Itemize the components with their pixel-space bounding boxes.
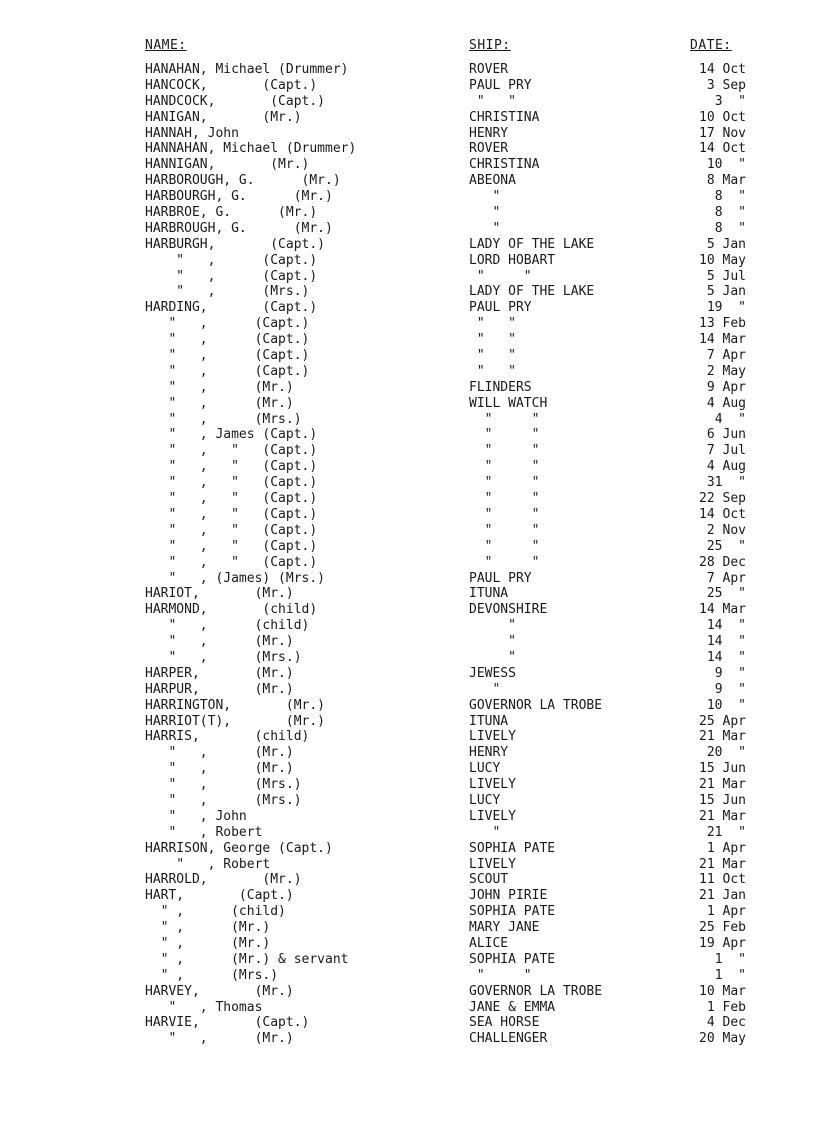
arrival-date: 21 Mar	[699, 729, 746, 745]
ship-name: " "	[469, 459, 540, 475]
passenger-name: HARBURGH, (Capt.)	[145, 236, 326, 252]
passenger-name: " , (Mr.)	[145, 761, 294, 777]
list-row	[0, 968, 816, 984]
passenger-name: " , (child)	[145, 618, 310, 634]
arrival-date: 20 "	[706, 745, 746, 761]
list-row	[0, 571, 816, 587]
ship-name: SOPHIA PATE	[469, 840, 556, 856]
passenger-name: HARBROE, G. (Mr.)	[145, 205, 318, 221]
passenger-name: HANDCOCK, (Capt.)	[145, 93, 326, 109]
list-row	[0, 729, 816, 745]
list-row	[0, 269, 816, 285]
passenger-name: " , " (Capt.)	[145, 459, 318, 475]
passenger-name: HANAHAN, Michael (Drummer)	[145, 62, 349, 77]
passenger-name: " , " (Capt.)	[145, 538, 318, 554]
ship-name: LUCY	[469, 761, 501, 777]
arrival-date: 7 Apr	[706, 570, 746, 586]
arrival-date: 5 Jul	[706, 268, 746, 284]
arrival-date: 15 Jun	[699, 761, 746, 777]
arrival-date: 17 Nov	[699, 125, 746, 141]
list-row	[0, 1000, 816, 1016]
arrival-date: 3 Sep	[706, 77, 746, 93]
ship-name: LADY OF THE LAKE	[469, 236, 595, 252]
list-row	[0, 94, 816, 110]
ship-name: " "	[469, 538, 540, 554]
ship-name: " "	[469, 427, 540, 443]
ship-name: ALICE	[469, 935, 509, 951]
arrival-date: 21 "	[706, 824, 746, 840]
arrival-date: 10 Oct	[699, 109, 746, 125]
arrival-date: 13 Feb	[699, 316, 746, 332]
arrival-date: 10 "	[706, 697, 746, 713]
passenger-name: " , (Mr.)	[145, 395, 294, 411]
list-row	[0, 586, 816, 602]
ship-name: JOHN PIRIE	[469, 888, 548, 904]
list-row	[0, 412, 816, 428]
passenger-name: " , " (Capt.)	[145, 475, 318, 491]
list-row	[0, 984, 816, 1000]
list-row	[0, 888, 816, 904]
list-row	[0, 459, 816, 475]
ship-name: WILL WATCH	[469, 395, 548, 411]
list-row	[0, 475, 816, 491]
list-row	[0, 284, 816, 300]
arrival-date: 25 Feb	[699, 920, 746, 936]
ship-name: LUCY	[469, 792, 501, 808]
arrival-date: 9 Apr	[706, 379, 746, 395]
list-row	[0, 173, 816, 189]
ship-name: " "	[469, 316, 516, 332]
ship-name: PAUL PRY	[469, 300, 532, 316]
passenger-name: HARBROUGH, G. (Mr.)	[145, 220, 333, 236]
list-row	[0, 745, 816, 761]
arrival-date: 1 Apr	[706, 840, 746, 856]
passenger-name: " , James (Capt.)	[145, 427, 318, 443]
ship-name: " "	[469, 268, 532, 284]
list-row	[0, 364, 816, 380]
passenger-name: " , (Mr.)	[145, 745, 294, 761]
passenger-name: " , (Mr.)	[145, 920, 271, 936]
ship-name: DEVONSHIRE	[469, 602, 548, 618]
list-row	[0, 126, 816, 142]
ship-name: " "	[469, 93, 516, 109]
list-row	[0, 602, 816, 618]
passenger-name: HARVEY, (Mr.)	[145, 983, 294, 999]
list-row	[0, 682, 816, 698]
passenger-name: HARPUR, (Mr.)	[145, 681, 294, 697]
passenger-name: " , (James) (Mrs.)	[145, 570, 326, 586]
arrival-date: 1 "	[714, 967, 746, 983]
ship-name: GOVERNOR LA TROBE	[469, 697, 603, 713]
list-row	[0, 650, 816, 666]
ship-name: " "	[469, 522, 540, 538]
passenger-name: HARBOROUGH, G. (Mr.)	[145, 173, 341, 189]
passenger-name: HARBOURGH, G. (Mr.)	[145, 189, 333, 205]
ship-name: "	[469, 205, 501, 221]
passenger-name: HARVIE, (Capt.)	[145, 1015, 310, 1031]
passenger-name: " , John	[145, 808, 247, 824]
list-row	[0, 857, 816, 873]
list-row	[0, 205, 816, 221]
arrival-date: 25 "	[706, 538, 746, 554]
list-row	[0, 698, 816, 714]
ship-name: " "	[469, 506, 540, 522]
passenger-name: HARPER, (Mr.)	[145, 665, 294, 681]
arrival-date: 7 Jul	[706, 443, 746, 459]
list-row	[0, 189, 816, 205]
list-row	[0, 825, 816, 841]
ship-name: ITUNA	[469, 586, 509, 602]
passenger-name: " , (Mr.)	[145, 935, 271, 951]
list-row	[0, 523, 816, 539]
arrival-date: 4 Aug	[706, 395, 746, 411]
list-row	[0, 761, 816, 777]
list-row	[0, 634, 816, 650]
ship-name: PAUL PRY	[469, 77, 532, 93]
passenger-name: HARIOT, (Mr.)	[145, 586, 294, 602]
passenger-name: " , (Mrs.)	[145, 777, 302, 793]
arrival-date: 21 Mar	[699, 808, 746, 824]
passenger-name: HARRIS, (child)	[145, 729, 310, 745]
arrival-date: 19 Apr	[699, 935, 746, 951]
arrival-date: 4 Dec	[706, 1015, 746, 1031]
ship-name: LADY OF THE LAKE	[469, 284, 595, 300]
list-row	[0, 618, 816, 634]
ship-name: "	[469, 189, 501, 205]
arrival-date: 5 Jan	[706, 284, 746, 300]
ship-name: HENRY	[469, 745, 509, 761]
ship-name: "	[469, 681, 501, 697]
arrival-date: 8 "	[714, 205, 746, 221]
arrival-date: 8 Mar	[706, 173, 746, 189]
ship-name: MARY JANE	[469, 920, 540, 936]
list-row	[0, 332, 816, 348]
ship-name: LIVELY	[469, 856, 516, 872]
passenger-name: " , (Mrs.)	[145, 792, 302, 808]
arrival-date: 8 "	[714, 189, 746, 205]
ship-name: "	[469, 220, 501, 236]
passenger-name: " , (Capt.)	[145, 316, 310, 332]
arrival-date: 25 Apr	[699, 713, 746, 729]
ship-name: FLINDERS	[469, 379, 532, 395]
ship-name: ABEONA	[469, 173, 516, 189]
header-name: NAME:	[145, 38, 187, 53]
arrival-date: 7 Apr	[706, 348, 746, 364]
ship-name: "	[469, 618, 516, 634]
passenger-name: " , (Mr.)	[145, 1031, 294, 1047]
ship-name: " "	[469, 411, 540, 427]
passenger-name: " , (Capt.)	[145, 252, 318, 268]
list-row	[0, 920, 816, 936]
passenger-name: " , " (Capt.)	[145, 506, 318, 522]
list-row	[0, 491, 816, 507]
passenger-name: " , (Capt.)	[145, 268, 318, 284]
arrival-date: 28 Dec	[699, 554, 746, 570]
list-row	[0, 666, 816, 682]
ship-name: "	[469, 824, 501, 840]
passenger-name: " , (Mr.)	[145, 634, 294, 650]
list-row	[0, 793, 816, 809]
ship-name: ROVER	[469, 141, 509, 157]
passenger-name: " , " (Capt.)	[145, 443, 318, 459]
passenger-name: HARRIOT(T), (Mr.)	[145, 713, 326, 729]
passenger-name: HANIGAN, (Mr.)	[145, 109, 302, 125]
passenger-name: " , " (Capt.)	[145, 522, 318, 538]
ship-name: CHALLENGER	[469, 1031, 548, 1047]
arrival-date: 8 "	[714, 220, 746, 236]
arrival-date: 1 Feb	[706, 999, 746, 1015]
ship-name: " "	[469, 554, 540, 570]
list-row	[0, 396, 816, 412]
list-row	[0, 507, 816, 523]
passenger-name: " , Robert	[145, 856, 271, 872]
list-row	[0, 555, 816, 571]
ship-name: CHRISTINA	[469, 109, 540, 125]
list-row	[0, 110, 816, 126]
arrival-date: 2 Nov	[706, 522, 746, 538]
ship-name: JEWESS	[469, 665, 516, 681]
ship-name: ITUNA	[469, 713, 509, 729]
list-row	[0, 237, 816, 253]
ship-name: HENRY	[469, 125, 509, 141]
ship-name: GOVERNOR LA TROBE	[469, 983, 603, 999]
arrival-date: 11 Oct	[699, 872, 746, 888]
passenger-name: " , (Mrs.)	[145, 649, 302, 665]
arrival-date: 1 Apr	[706, 904, 746, 920]
passenger-name: " , " (Capt.)	[145, 554, 318, 570]
passenger-name: " , " (Capt.)	[145, 491, 318, 507]
arrival-date: 10 Mar	[699, 983, 746, 999]
arrival-date: 4 Aug	[706, 459, 746, 475]
passenger-list	[0, 62, 816, 1047]
arrival-date: 14 Oct	[699, 62, 746, 77]
list-row	[0, 714, 816, 730]
arrival-date: 15 Jun	[699, 792, 746, 808]
list-row	[0, 1015, 816, 1031]
ship-name: SOPHIA PATE	[469, 904, 556, 920]
ship-name: " "	[469, 443, 540, 459]
ship-name: " "	[469, 475, 540, 491]
passenger-name: HARRINGTON, (Mr.)	[145, 697, 326, 713]
arrival-date: 4 "	[714, 411, 746, 427]
passenger-name: " , Robert	[145, 824, 263, 840]
passenger-name: " , (Capt.)	[145, 332, 310, 348]
ship-name: CHRISTINA	[469, 157, 540, 173]
arrival-date: 14 Oct	[699, 506, 746, 522]
ship-name: " "	[469, 332, 516, 348]
arrival-date: 6 Jun	[706, 427, 746, 443]
header-ship: SHIP:	[469, 38, 511, 53]
arrival-date: 14 Mar	[699, 332, 746, 348]
ship-name: JANE & EMMA	[469, 999, 556, 1015]
arrival-date: 1 "	[714, 951, 746, 967]
ship-name: " "	[469, 967, 532, 983]
list-row	[0, 348, 816, 364]
passenger-name: HARMOND, (child)	[145, 602, 318, 618]
passenger-name: " , (Mr.)	[145, 379, 294, 395]
ship-name: LIVELY	[469, 808, 516, 824]
ship-name: LIVELY	[469, 777, 516, 793]
ship-name: PAUL PRY	[469, 570, 532, 586]
passenger-name: " , (Mrs.)	[145, 967, 279, 983]
list-row	[0, 427, 816, 443]
passenger-name: " , (Mrs.)	[145, 411, 302, 427]
arrival-date: 21 Mar	[699, 856, 746, 872]
arrival-date: 3 "	[714, 93, 746, 109]
arrival-date: 2 May	[706, 363, 746, 379]
arrival-date: 10 May	[699, 252, 746, 268]
arrival-date: 14 "	[706, 649, 746, 665]
list-row	[0, 253, 816, 269]
passenger-name: HARRISON, George (Capt.)	[145, 840, 333, 856]
list-row	[0, 380, 816, 396]
passenger-name: " , (Mrs.)	[145, 284, 310, 300]
arrival-date: 22 Sep	[699, 491, 746, 507]
list-row	[0, 221, 816, 237]
arrival-date: 9 "	[714, 665, 746, 681]
passenger-name: HARDING, (Capt.)	[145, 300, 318, 316]
passenger-name: " , (child)	[145, 904, 286, 920]
list-row	[0, 443, 816, 459]
list-row	[0, 1031, 816, 1047]
arrival-date: 25 "	[706, 586, 746, 602]
list-row	[0, 809, 816, 825]
list-row	[0, 777, 816, 793]
passenger-name: " , (Capt.)	[145, 348, 310, 364]
arrival-date: 21 Mar	[699, 777, 746, 793]
passenger-name: " , Thomas	[145, 999, 263, 1015]
arrival-date: 14 Mar	[699, 602, 746, 618]
ship-name: " "	[469, 348, 516, 364]
arrival-date: 14 Oct	[699, 141, 746, 157]
passenger-name: HARROLD, (Mr.)	[145, 872, 302, 888]
list-row	[0, 300, 816, 316]
arrival-date: 14 "	[706, 618, 746, 634]
list-row	[0, 841, 816, 857]
list-row	[0, 539, 816, 555]
arrival-date: 20 May	[699, 1031, 746, 1047]
passenger-name: HANNAHAN, Michael (Drummer)	[145, 141, 357, 157]
list-row	[0, 904, 816, 920]
arrival-date: 21 Jan	[699, 888, 746, 904]
ship-name: LORD HOBART	[469, 252, 556, 268]
passenger-name: " , (Capt.)	[145, 363, 310, 379]
ship-name: "	[469, 649, 516, 665]
list-row	[0, 316, 816, 332]
list-row	[0, 141, 816, 157]
ship-name: SEA HORSE	[469, 1015, 540, 1031]
arrival-date: 31 "	[706, 475, 746, 491]
ship-name: SCOUT	[469, 872, 509, 888]
ship-name: " "	[469, 491, 540, 507]
list-row	[0, 157, 816, 173]
column-headers	[0, 38, 816, 56]
list-row	[0, 872, 816, 888]
ship-name: "	[469, 634, 516, 650]
list-row	[0, 78, 816, 94]
arrival-date: 14 "	[706, 634, 746, 650]
header-date: DATE:	[690, 38, 732, 53]
passenger-name: " , (Mr.) & servant	[145, 951, 349, 967]
arrival-date: 10 "	[706, 157, 746, 173]
passenger-name: HART, (Capt.)	[145, 888, 294, 904]
ship-name: SOPHIA PATE	[469, 951, 556, 967]
list-row	[0, 952, 816, 968]
list-row	[0, 936, 816, 952]
ship-name: ROVER	[469, 62, 509, 77]
arrival-date: 9 "	[714, 681, 746, 697]
passenger-name: HANNIGAN, (Mr.)	[145, 157, 310, 173]
ship-name: LIVELY	[469, 729, 516, 745]
arrival-date: 5 Jan	[706, 236, 746, 252]
arrival-date: 19 "	[706, 300, 746, 316]
list-row	[0, 62, 816, 78]
ship-name: " "	[469, 363, 516, 379]
passenger-name: HANCOCK, (Capt.)	[145, 77, 318, 93]
passenger-name: HANNAH, John	[145, 125, 239, 141]
